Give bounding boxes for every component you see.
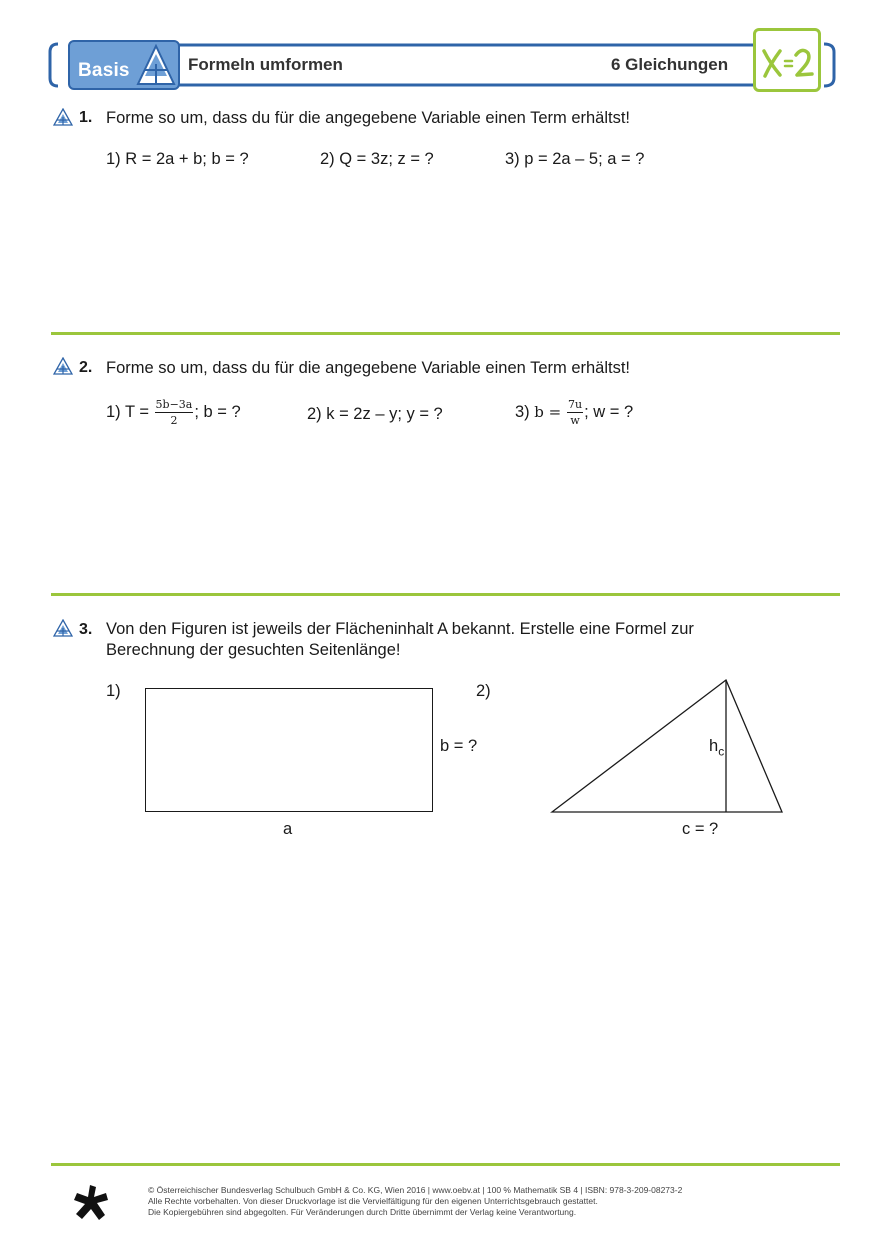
chapter-title: 6 Gleichungen — [611, 55, 729, 74]
task-number: 2. — [79, 359, 93, 376]
instruction-line: Berechnung der gesuchten Seitenlänge! — [106, 641, 401, 659]
basis-triangle-icon — [53, 619, 73, 637]
exercise-item: 1) R = 2a + b; b = ? — [106, 150, 249, 168]
fraction — [567, 398, 583, 427]
fraction — [155, 398, 194, 427]
fraction-denominator: w — [570, 414, 580, 427]
task-instruction: Forme so um, dass du für die angegebene Variable einen Term erhältst! — [106, 359, 631, 377]
side-label-a: a — [283, 820, 293, 838]
item-lhs: b = — [534, 402, 566, 421]
task-number: 1. — [79, 109, 93, 126]
exercise-item: 3) p = 2a – 5; a = ? — [505, 150, 645, 168]
exercise-item: 2) Q = 3z; z = ? — [320, 150, 434, 168]
footer-line: Die Kopiergebühren sind abgegolten. Für Veränderungen durch Dritte übernimmt der Verlag keine Verantwortung. — [148, 1207, 577, 1217]
task-instruction: Forme so um, dass du für die angegebene Variable einen Term erhältst! — [106, 109, 631, 127]
exercise-item: 2) k = 2z – y; y = ? — [307, 405, 443, 423]
item-prefix: 3) — [515, 402, 535, 421]
badge-label: Basis — [78, 60, 130, 81]
basis-triangle-icon — [136, 44, 176, 86]
basis-triangle-icon — [53, 108, 73, 126]
height-label — [709, 737, 724, 758]
item-suffix: ; b = ? — [194, 402, 241, 421]
x-equals-2-logo — [753, 28, 821, 92]
base-label-c: c = ? — [682, 820, 719, 838]
basis-badge — [68, 40, 180, 90]
footer-divider — [51, 1163, 840, 1166]
task-instruction — [106, 619, 694, 661]
height-subscript: c — [718, 744, 725, 759]
exercise-item — [515, 398, 633, 427]
fraction-numerator: 7u — [567, 398, 583, 411]
footer-line: Alle Rechte vorbehalten. Von dieser Druckvorlage ist die Vervielfältigung für den eigenen Unterrichtsgebrauch gestattet. — [148, 1196, 598, 1206]
side-label-b: b = ? — [440, 737, 478, 755]
instruction-line: Von den Figuren ist jeweils der Flächeninhalt A bekannt. Erstelle eine Formel zur — [106, 620, 694, 638]
basis-triangle-icon — [53, 357, 73, 375]
triangle-figure — [548, 676, 788, 816]
height-symbol: h — [709, 737, 719, 755]
rectangle-figure — [145, 688, 433, 812]
fraction-denominator: 2 — [170, 414, 178, 427]
worksheet-title: Formeln umformen — [188, 55, 343, 74]
figure-label: 2) — [476, 682, 491, 700]
fraction-numerator: 5b−3a — [155, 398, 193, 411]
copyright-notice — [148, 1185, 682, 1218]
section-divider — [51, 332, 840, 335]
figure-label: 1) — [106, 682, 121, 700]
item-prefix: 1) T = — [106, 402, 154, 421]
task-number: 3. — [79, 621, 93, 638]
publisher-logo-icon — [72, 1183, 112, 1223]
item-suffix: ; w = ? — [584, 402, 634, 421]
footer-line: © Österreichischer Bundesverlag Schulbuch GmbH & Co. KG, Wien 2016 | www.oebv.at | 100 % Mathematik SB 4 | ISBN: 978-3-209-08273-2 — [148, 1185, 683, 1195]
exercise-item — [106, 398, 241, 427]
section-divider — [51, 593, 840, 596]
